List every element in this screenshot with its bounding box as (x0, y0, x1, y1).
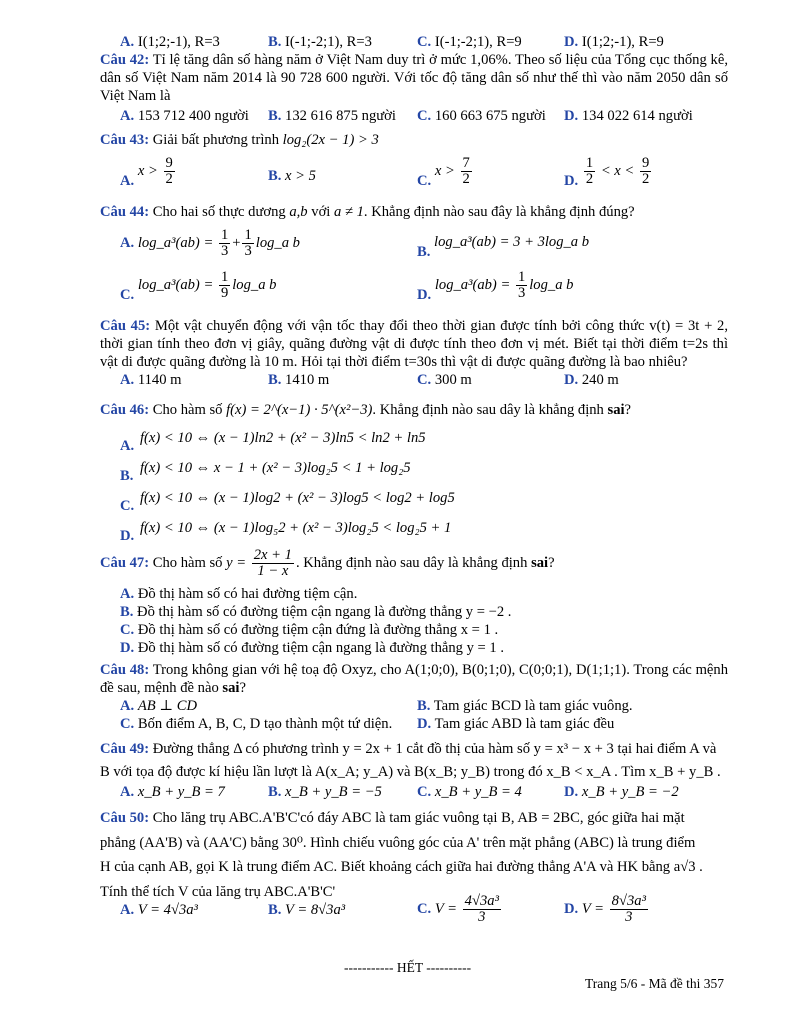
question-43 (100, 132, 728, 150)
question-46 (100, 402, 728, 420)
page-number: Trang 5/6 - Mã đề thi 357 (585, 976, 724, 991)
q45-option-d: D. 240 m (564, 372, 619, 388)
question-47 (100, 548, 728, 584)
q42-options (100, 108, 740, 128)
q44-options-row2 (100, 270, 740, 306)
q50-option-d: D. V = $\frac{\text{8√3a³}}{3}$ (564, 893, 646, 926)
q44-options-row1 (100, 228, 740, 264)
q44-option-d: D. log_a³(ab) = $\frac{1}{3}$ log_a b (417, 269, 574, 304)
q41-option-d: D. I(1;2;-1), R=9 (564, 34, 664, 50)
variables: a,b (289, 204, 308, 220)
q47-option-d: D. Đồ thị hàm số có đường tiệm cận ngang là đường thẳng y = 1 . (120, 640, 505, 656)
question-line-2 (100, 761, 728, 784)
q49-option-c: C. x_B + y_B = 4 (417, 784, 522, 800)
q44-option-c: C. log_a³(ab) = $\frac{1}{9}$ log_a b (120, 269, 277, 304)
question-text: Một vật chuyển động với vận tốc thay đổi theo thời gian được tính bởi công thức v(t) = 3t + 2, thời gian tính theo đơn vị giây, quãng đường vật di được tính theo đơn vị mét. Biết tại thời điểm t=2s thì vật di được quãng đường là 10 m. Hỏi tại thời điểm t=30s thì vật di được quãng đường là bao nhiêu? (100, 318, 728, 370)
q42-option-a: A. 153 712 400 người (120, 108, 249, 124)
question-44 (100, 204, 728, 222)
q42-option-c: C. 160 663 675 người (417, 108, 546, 124)
question-45 (100, 318, 728, 371)
q50-option-c: C. V = $\frac{\text{4√3a³}}{3}$ (417, 893, 499, 926)
q46-option-a: A. f(x) < 10 ⇔ (x − 1)ln2 + (x² − 3)ln5 < ln2 + ln5 (120, 430, 426, 454)
q44-option-a: A. log_a³(ab) = $\frac{1}{3}$ + $\frac{1}{3}$ log_a b (120, 227, 300, 260)
emphasis-word: sai (222, 679, 240, 696)
question-number: Câu 50: (100, 810, 150, 826)
question-text: Cho lăng trụ ABC.A'B'C'có đáy ABC là tam giác vuông tại B, AB = 2BC, góc giữa hai mặt (152, 810, 685, 826)
q49-option-a: A. x_B + y_B = 7 (120, 784, 225, 800)
q43-option-c: C. x > $\frac{7}{2}$ (417, 155, 470, 190)
q46-option-c: C. f(x) < 10 ⇔ (x − 1)log2 + (x² − 3)log5 < log2 + log5 (120, 490, 455, 514)
q49-options (100, 784, 740, 804)
question-text-4: Tính thể tích V của lăng trụ ABC.A'B'C' (100, 883, 336, 900)
q48-option-b: B. Tam giác BCD là tam giác vuông. (417, 698, 633, 714)
q43-option-a: A. x > $\frac{9}{2}$ (120, 155, 173, 190)
q42-option-d: D. 134 022 614 người (564, 108, 693, 124)
question-text-2: phẳng (AA'B) và (AA'C) bằng 30⁰. Hình chiếu vuông góc của A' trên mặt phẳng (ABC) là trung điểm (100, 834, 696, 851)
question-text: Đường thẳng Δ có phương trình y = 2x + 1 cắt đồ thị của hàm số y = x³ − x + 3 tại hai điểm A và (152, 741, 717, 757)
question-text-2: . Khẳng định nào sau dây là khẳng định (372, 402, 604, 418)
q50-option-a: A. V = 4√3a³ (120, 902, 198, 918)
q43-options (100, 156, 740, 192)
q45-option-c: C. 300 m (417, 372, 472, 388)
inequality-expression: log₂(2x − 1) > 3 (282, 132, 379, 148)
question-text-2: với (311, 204, 331, 220)
q45-options (100, 372, 740, 392)
question-text: Trong không gian với hệ toạ độ Oxyz, cho A(1;0;0), B(0;1;0), C(0;0;1), D(1;1;1). Trong các mệnh đề sau, mệnh đề nào (100, 662, 728, 696)
q46-option-d: D. f(x) < 10 ⇔ (x − 1)log₅2 + (x² − 3)log₂5 < log₂5 + 1 (120, 520, 452, 544)
condition: a ≠ 1 (334, 204, 364, 220)
question-number: Câu 48: (100, 662, 150, 678)
q46-option-b: B. f(x) < 10 ⇔ x − 1 + (x² − 3)log₂5 < 1 + log₂5 (120, 460, 411, 484)
q48-options-row1 (100, 698, 740, 718)
question-42 (100, 52, 728, 105)
q50-options (100, 894, 740, 930)
q47-option-a: A. Đồ thị hàm số có hai đường tiệm cận. (120, 586, 358, 602)
emphasis-word: sai (531, 555, 549, 572)
question-text: Giải bất phương trình (152, 132, 279, 148)
question-text-3: ? (624, 402, 632, 418)
question-number: Câu 47: (100, 555, 150, 572)
q45-option-a: A. 1140 m (120, 372, 182, 388)
q49-option-b: B. x_B + y_B = −5 (268, 784, 382, 800)
question-number: Câu 45: (100, 318, 151, 334)
q48-option-d: D. Tam giác ABD là tam giác đều (417, 716, 615, 732)
question-line-1 (100, 738, 728, 761)
q42-option-b: B. 132 616 875 người (268, 108, 396, 124)
question-48 (100, 662, 728, 698)
question-line-2 (100, 831, 728, 856)
question-number: Câu 46: (100, 402, 150, 418)
question-text: Tỉ lệ tăng dân số hàng năm ở Việt Nam duy trì ở mức 1,06%. Theo số liệu của Tổng cục thống kê, dân số Việt Nam năm 2014 là 90 728 600 người. Với tốc độ tăng dân số như thế thì vào năm 2050 dân số Việt Nam là (100, 52, 728, 104)
end-marker: ----------- HẾT ---------- (344, 960, 472, 975)
q48-options-row2 (100, 716, 740, 736)
q41-option-c: C. I(-1;-2;1), R=9 (417, 34, 522, 50)
q44-option-b: B. log_a³(ab) = 3 + 3log_a b (417, 234, 590, 260)
question-text: Cho hàm số (152, 402, 223, 418)
q48-option-a: A. AB ⊥ CD (120, 698, 197, 714)
question-text-2: ? (239, 679, 246, 696)
q49-option-d: D. x_B + y_B = −2 (564, 784, 679, 800)
q50-option-b: B. V = 8√3a³ (268, 902, 346, 918)
emphasis-word: sai (607, 402, 625, 418)
question-text-3: H của cạnh AB, gọi K là trung điểm AC. Biết khoảng cách giữa hai đường thẳng A'A và HK bằng a√3 . (100, 859, 703, 876)
question-text: Cho hai số thực dương (152, 204, 286, 220)
function-lhs: y = (226, 555, 247, 572)
question-text-3: . Khẳng định nào sau đây là khẳng định đúng? (363, 204, 635, 220)
q41-options (100, 34, 740, 54)
question-text-2: . Khẳng định nào sau dây là khẳng định (295, 555, 528, 572)
q41-option-a: A. I(1;2;-1), R=3 (120, 34, 220, 50)
question-line-3 (100, 855, 728, 880)
q43-option-d: D. $\frac{1}{2}$ < x < $\frac{9}{2}$ (564, 155, 650, 190)
question-line-1 (100, 806, 728, 831)
q45-option-b: B. 1410 m (268, 372, 330, 388)
q43-option-b: B. x > 5 (268, 168, 316, 184)
question-number: Câu 44: (100, 204, 150, 220)
function-expression: f(x) = 2^(x−1) · 5^(x²−3) (226, 402, 373, 418)
question-50 (100, 806, 728, 904)
question-49 (100, 738, 728, 785)
question-text-3: ? (548, 555, 555, 572)
question-text-2: B với tọa độ được kí hiệu lần lượt là A(x_A; y_A) và B(x_B; y_B) trong đó x_B < x_A . Tìm x_B + y_B . (100, 764, 721, 781)
q48-option-c: C. Bốn điểm A, B, C, D tạo thành một tứ diện. (120, 716, 393, 732)
q47-option-c: C. Đồ thị hàm số có đường tiệm cận đứng là đường thẳng x = 1 . (120, 622, 499, 638)
function-fraction: $\frac{2x + 1}{1 - x}$ (253, 547, 292, 580)
question-text: Cho hàm số (152, 555, 223, 572)
question-number: Câu 43: (100, 132, 150, 148)
question-number: Câu 49: (100, 741, 150, 757)
q47-option-b: B. Đồ thị hàm số có đường tiệm cận ngang là đường thẳng y = −2 . (120, 604, 512, 620)
question-number: Câu 42: (100, 52, 150, 68)
q41-option-b: B. I(-1;-2;1), R=3 (268, 34, 372, 50)
